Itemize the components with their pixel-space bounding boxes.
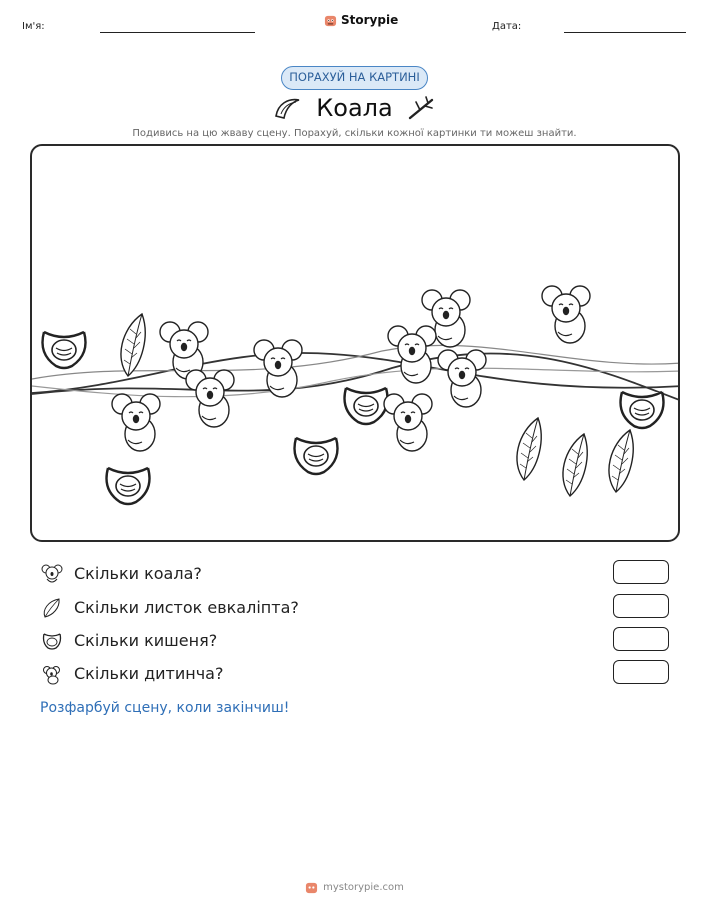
question-row-leaf xyxy=(40,596,670,622)
footer-url[interactable]: mystorypie.com xyxy=(323,882,404,893)
page-title: Коала xyxy=(316,94,393,122)
scene-frame xyxy=(30,144,680,542)
answer-box-baby[interactable] xyxy=(613,660,669,684)
question-row-koala xyxy=(40,562,670,588)
koala-icon xyxy=(40,562,64,586)
baby-koala-icon xyxy=(40,662,64,686)
instructions: Подивись на цю жваву сцену. Порахуй, скільки кожної картинки ти можеш знайти. xyxy=(132,128,577,139)
question-baby: Скільки дитинча? xyxy=(74,664,224,683)
scene-illustration xyxy=(32,146,680,542)
answer-box-koala[interactable] xyxy=(613,560,669,584)
activity-badge: ПОРАХУЙ НА КАРТИНІ xyxy=(281,66,428,90)
brand-name: Storypie xyxy=(341,13,399,27)
question-koala: Скільки коала? xyxy=(74,564,202,583)
branch-icon xyxy=(406,94,438,122)
name-label: Ім'я: xyxy=(22,21,45,32)
finish-note: Розфарбуй сцену, коли закінчиш! xyxy=(40,700,290,716)
pouch-icon xyxy=(40,629,64,653)
storypie-logo-icon xyxy=(324,14,337,27)
storypie-footer-icon xyxy=(305,881,318,894)
date-field-line[interactable] xyxy=(564,32,686,33)
storypie-logo xyxy=(324,13,398,27)
name-field-line[interactable] xyxy=(100,32,255,33)
footer xyxy=(0,881,709,894)
eucalyptus-leaf-icon xyxy=(40,596,64,620)
question-leaf: Скільки листок евкаліпта? xyxy=(74,598,299,617)
answer-box-leaf[interactable] xyxy=(613,594,669,618)
question-pouch: Скільки кишеня? xyxy=(74,631,218,650)
date-label: Дата: xyxy=(492,21,522,32)
question-row-pouch xyxy=(40,629,670,655)
answer-box-pouch[interactable] xyxy=(613,627,669,651)
question-row-baby xyxy=(40,662,670,688)
